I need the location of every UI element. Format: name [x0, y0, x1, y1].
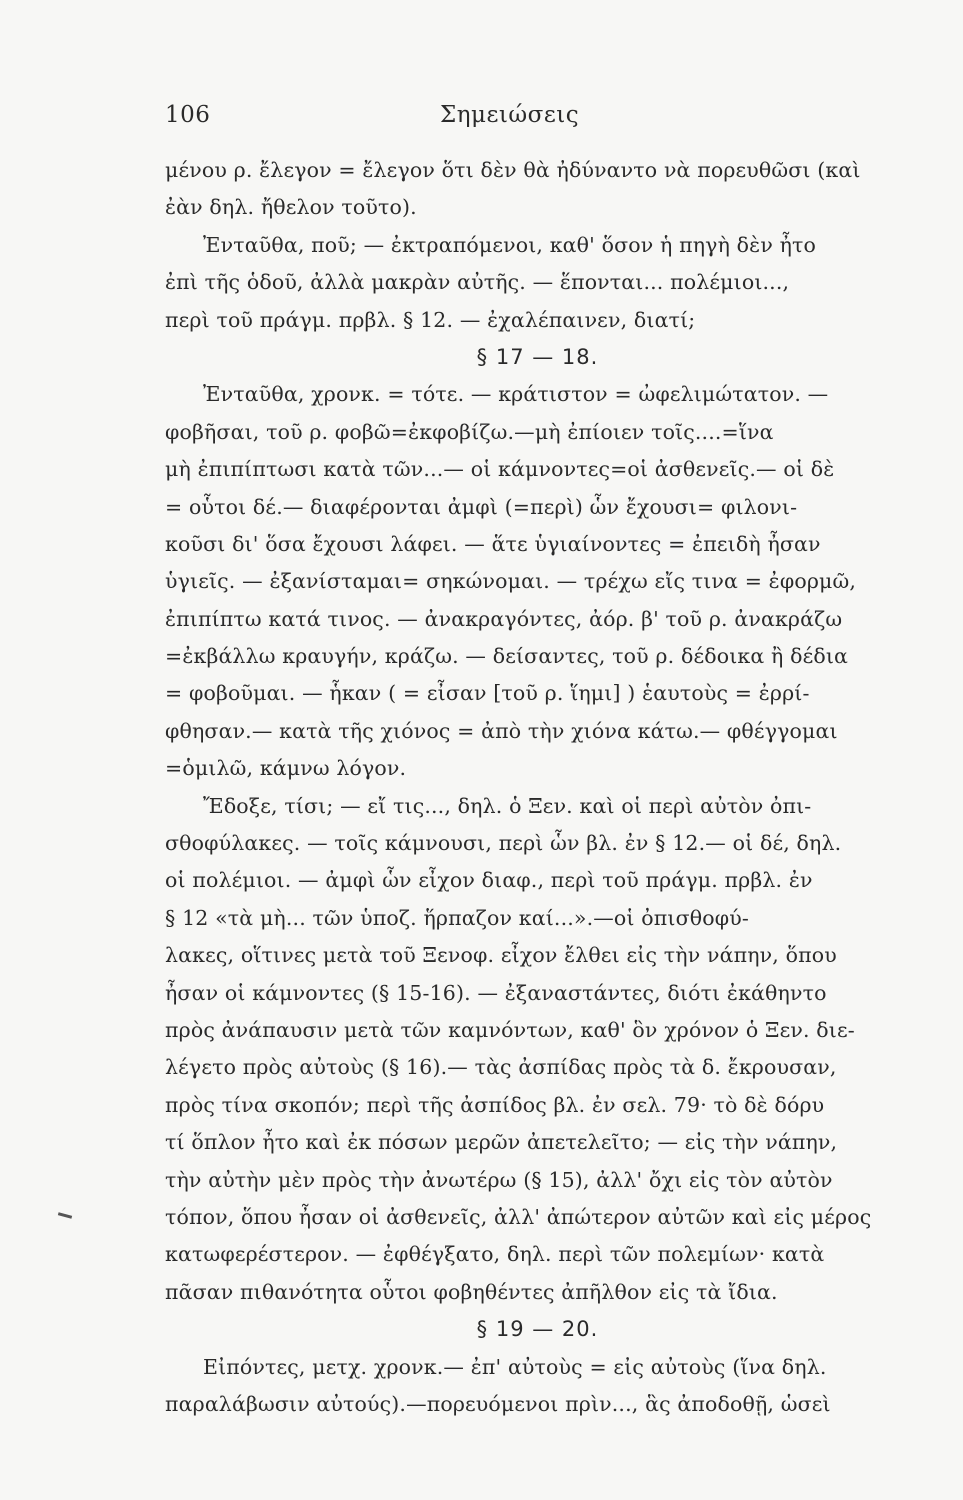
text-line: λακες, οἵτινες μετὰ τοῦ Ξενοφ. εἶχον ἔλθει εἰς τὴν νάπην, ὅπου: [165, 943, 837, 968]
notes-body: [165, 152, 880, 1423]
text-line: Ἔδοξε, τίσι; — εἴ τις..., δηλ. ὁ Ξεν. καὶ οἱ περὶ αὐτὸν ὀπι-: [203, 793, 812, 818]
text-line: κατωφερέστερον. — ἐφθέγξατο, δηλ. περὶ τῶν πολεμίων· κατὰ: [165, 1242, 825, 1267]
text-line: μένου ρ. ἔλεγον = ἔλεγον ὅτι δὲν θὰ ἠδύναντο νὰ πορευθῶσι (καὶ: [165, 158, 861, 182]
section-heading: § 17 — 18.: [476, 344, 599, 369]
text-line: οἱ πολέμιοι. — ἀμφὶ ὧν εἶχον διαφ., περὶ τοῦ πράγμ. πρβλ. ἐν: [165, 868, 813, 893]
text-line: πᾶσαν πιθανότητα οὗτοι φοβηθέντες ἀπῆλθον εἰς τὰ ἴδια.: [165, 1279, 778, 1304]
text-line: =ἐκβάλλω κραυγήν, κράζω. — δείσαντες, τοῦ ρ. δέδοικα ἢ δέδια: [165, 644, 849, 669]
text-line: ὑγιεῖς. — ἐξανίσταμαι= σηκώνομαι. — τρέχω εἴς τινα = ἐφορμῶ,: [165, 569, 857, 594]
text-line: πρὸς τίνα σκοπόν; περὶ τῆς ἀσπίδος βλ. ἐν σελ. 79· τὸ δὲ δόρυ: [165, 1092, 825, 1117]
text-line: φοβῆσαι, τοῦ ρ. φοβῶ=ἐκφοβίζω.—μὴ ἐπίοιεν τοῖς....=ἵνα: [165, 419, 774, 444]
text-line: μὴ ἐπιπίπτωσι κατὰ τῶν...— οἱ κάμνοντες=οἱ ἀσθενεῖς.— οἱ δὲ: [165, 457, 835, 482]
text-line: κοῦσι δι' ὅσα ἔχουσι λάφει. — ἅτε ὑγιαίνοντες = ἐπειδὴ ἦσαν: [165, 531, 821, 556]
text-line: πρὸς ἀνάπαυσιν μετὰ τῶν καμνόντων, καθ' ὃν χρόνον ὁ Ξεν. διε-: [165, 1017, 855, 1042]
text-line: τόπον, ὅπου ἦσαν οἱ ἀσθενεῖς, ἀλλ' ἀπώτερον αὐτῶν καὶ εἰς μέρος: [165, 1204, 872, 1229]
text-line: λέγετο πρὸς αὐτοὺς (§ 16).— τὰς ἀσπίδας πρὸς τὰ δ. ἔκρουσαν,: [165, 1055, 837, 1080]
text-line: σθοφύλακες. — τοῖς κάμνουσι, περὶ ὧν βλ. ἐν § 12.— οἱ δέ, δηλ.: [165, 831, 842, 856]
section-heading: § 19 — 20.: [476, 1317, 599, 1342]
running-title: Σημειώσεις: [440, 102, 580, 128]
text-line: ἐπὶ τῆς ὁδοῦ, ἀλλὰ μακρὰν αὐτῆς. — ἕπονται... πολέμιοι...,: [165, 270, 790, 295]
text-line: φθησαν.— κατὰ τῆς χιόνος = ἀπὸ τὴν χιόνα κάτω.— φθέγγομαι: [165, 718, 838, 743]
text-line: = φοβοῦμαι. — ἧκαν ( = εἶσαν [τοῦ ρ. ἵημι] ) ἑαυτοὺς = ἐρρί-: [165, 681, 810, 706]
margin-mark: [58, 1212, 72, 1219]
text-line: =ὁμιλῶ, κάμνω λόγον.: [165, 756, 407, 781]
page-header: [0, 102, 963, 142]
text-line: ἦσαν οἱ κάμνοντες (§ 15-16). — ἐξαναστάντες, διότι ἐκάθηντο: [165, 980, 827, 1005]
text-line: Ἐνταῦθα, ποῦ; — ἐκτραπόμενοι, καθ' ὅσον ἡ πηγὴ δὲν ἦτο: [203, 232, 817, 257]
text-line: = οὗτοι δέ.— διαφέρονται ἀμφὶ (=περὶ) ὧν ἔχουσι= φιλονι-: [165, 494, 798, 519]
page-number: 106: [165, 102, 211, 128]
text-line: ἐὰν δηλ. ἤθελον τοῦτο).: [165, 195, 417, 220]
text-line: τί ὅπλον ἦτο καὶ ἐκ πόσων μερῶν ἀπετελεῖτο; — εἰς τὴν νάπην,: [165, 1130, 838, 1155]
text-line: § 12 «τὰ μὴ... τῶν ὑποζ. ἥρπαζον καί...».—οἱ ὀπισθοφύ-: [165, 905, 749, 930]
text-line: ἐπιπίπτω κατά τινος. — ἀνακραγόντες, ἀόρ. β' τοῦ ρ. ἀνακράζω: [165, 606, 843, 631]
text-line: τὴν αὐτὴν μὲν πρὸς τὴν ἀνωτέρω (§ 15), ἀλλ' ὄχι εἰς τὸν αὐτὸν: [165, 1167, 833, 1192]
text-line: Εἰπόντες, μετχ. χρονκ.— ἐπ' αὐτοὺς = εἰς αὐτοὺς (ἵνα δηλ.: [203, 1354, 827, 1379]
text-line: περὶ τοῦ πράγμ. πρβλ. § 12. — ἐχαλέπαινεν, διατί;: [165, 307, 696, 332]
text-line: παραλάβωσιν αὐτούς).—πορευόμενοι πρὶν..., ἃς ἀποδοθῇ, ὡσεὶ: [165, 1391, 831, 1416]
text-line: Ἐνταῦθα, χρονκ. = τότε. — κράτιστον = ὠφελιμώτατον. —: [203, 382, 829, 407]
